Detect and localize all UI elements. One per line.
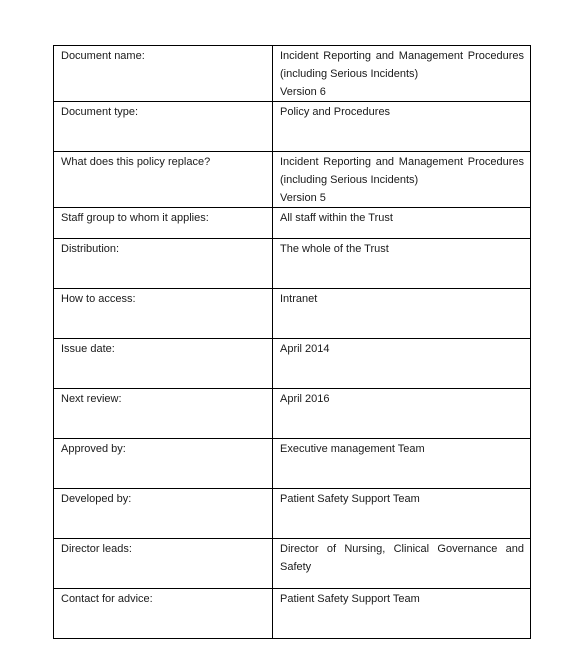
- table-row-director-leads: [54, 539, 531, 589]
- value-developed-by: [273, 489, 531, 539]
- label-document-type: Document type:: [54, 102, 273, 152]
- table-row-document-name: [54, 46, 531, 102]
- value-document-type-text: Policy and Procedures: [280, 106, 391, 118]
- value-staff-group: [273, 208, 531, 239]
- table-row-policy-replace: [54, 152, 531, 208]
- label-next-review: Next review:: [54, 389, 273, 439]
- value-distribution-text: The whole of the Trust: [280, 243, 389, 255]
- table-row-document-type: [54, 102, 531, 152]
- value-document-name: [273, 46, 531, 102]
- value-how-to-access-text: Intranet: [280, 293, 318, 305]
- table-row-issue-date: [54, 339, 531, 389]
- value-issue-date: [273, 339, 531, 389]
- label-developed-by: Developed by:: [54, 489, 273, 539]
- value-director-leads: [273, 539, 531, 589]
- value-staff-group-text: All staff within the Trust: [280, 212, 393, 224]
- value-policy-replace: [273, 152, 531, 208]
- value-issue-date-text: April 2014: [280, 343, 330, 355]
- value-developed-by-text: Patient Safety Support Team: [280, 493, 420, 505]
- label-contact-for-advice: Contact for advice:: [54, 589, 273, 639]
- value-next-review-text: April 2016: [280, 393, 330, 405]
- label-distribution: Distribution:: [54, 239, 273, 289]
- value-policy-replace-title: Incident Reporting and Management Procedures (including Serious Incidents): [280, 156, 524, 186]
- label-director-leads: Director leads:: [54, 539, 273, 589]
- label-staff-group: Staff group to whom it applies:: [54, 208, 273, 239]
- label-how-to-access: How to access:: [54, 289, 273, 339]
- label-document-name: Document name:: [54, 46, 273, 102]
- value-document-type: [273, 102, 531, 152]
- table-row-contact-for-advice: [54, 589, 531, 639]
- table-row-next-review: [54, 389, 531, 439]
- label-policy-replace: What does this policy replace?: [54, 152, 273, 208]
- value-contact-for-advice-text: Patient Safety Support Team: [280, 593, 420, 605]
- value-director-leads-text: Director of Nursing, Clinical Governance and Safety: [280, 543, 524, 573]
- value-policy-replace-version: Version 5: [280, 192, 326, 204]
- table-row-approved-by: [54, 439, 531, 489]
- table-row-how-to-access: [54, 289, 531, 339]
- table-row-developed-by: [54, 489, 531, 539]
- label-approved-by: Approved by:: [54, 439, 273, 489]
- table-row-staff-group: [54, 208, 531, 239]
- value-approved-by: [273, 439, 531, 489]
- value-next-review: [273, 389, 531, 439]
- value-how-to-access: [273, 289, 531, 339]
- table-row-distribution: [54, 239, 531, 289]
- label-issue-date: Issue date:: [54, 339, 273, 389]
- value-document-name-version: Version 6: [280, 86, 326, 98]
- value-contact-for-advice: [273, 589, 531, 639]
- value-distribution: [273, 239, 531, 289]
- value-document-name-title: Incident Reporting and Management Procedures (including Serious Incidents): [280, 50, 524, 80]
- value-approved-by-text: Executive management Team: [280, 443, 425, 455]
- document-control-table: [53, 45, 531, 639]
